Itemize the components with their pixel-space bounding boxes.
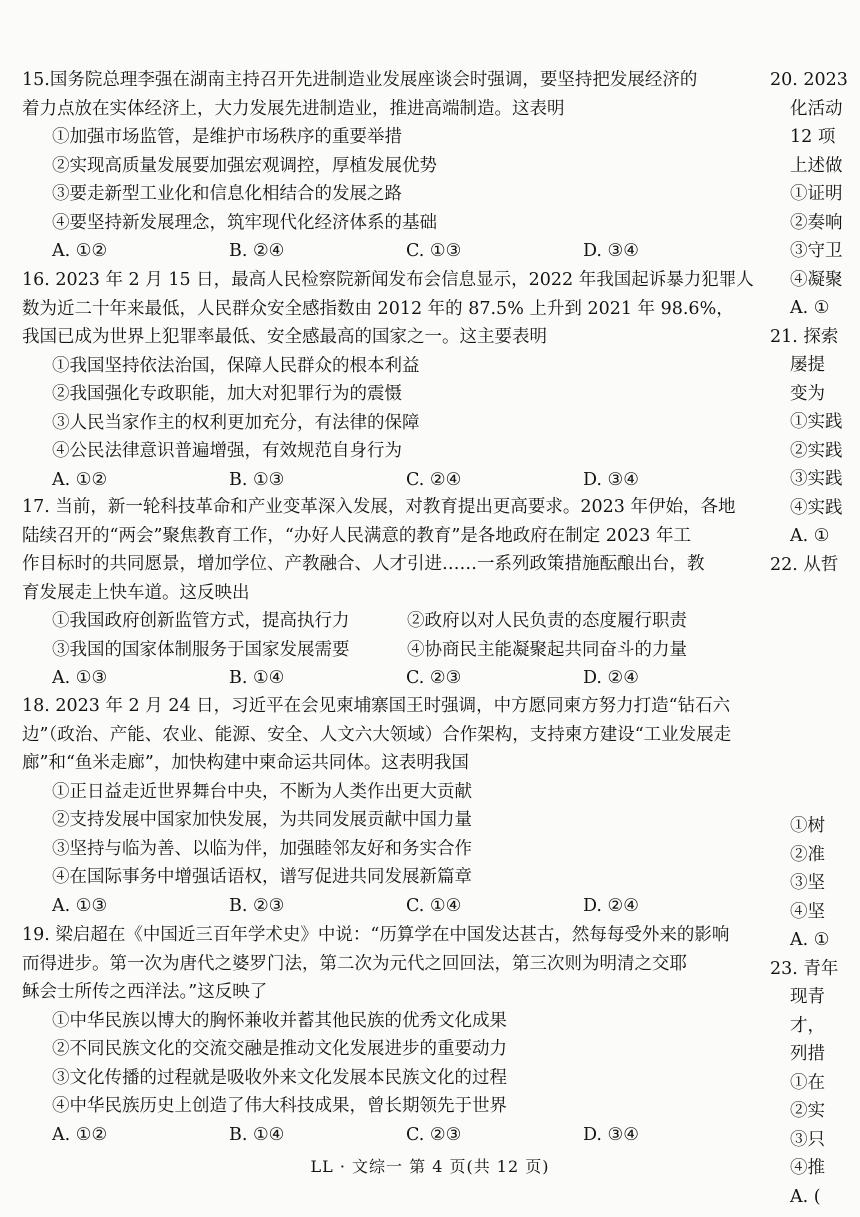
choice-d: D. ③④ [583, 241, 639, 261]
choice-a: A. ①③ [52, 895, 108, 916]
option-2: ②政府以对人民负责的态度履行职责 [407, 611, 687, 631]
choice-b: B. ②④ [229, 241, 285, 261]
option-2: ②不同民族文化的交流交融是推动文化发展进步的重要动力 [52, 1039, 507, 1059]
option-4: ④要坚持新发展理念，筑牢现代化经济体系的基础 [52, 212, 437, 233]
choice-b: B. ②③ [229, 895, 285, 916]
option-1: ①加强市场监管，是维护市场秩序的重要举措 [52, 127, 402, 147]
choice-a: A. ①② [52, 469, 108, 490]
option-1: ①正日益走近世界舞台中央，不断为人类作出更大贡献 [52, 781, 472, 802]
option-4: ④中华民族历史上创造了伟大科技成果，曾长期领先于世界 [52, 1096, 507, 1116]
answer-choices [22, 1121, 762, 1150]
choice-d: D. ③④ [583, 469, 639, 490]
page-footer: LL · 文综一 第 4 页(共 12 页) [310, 1157, 550, 1176]
question-stem: 18. 2023 年 2 月 24 日，习近平在会见柬埔寨国王时强调，中方愿同柬方努力打造“钻石六 [22, 696, 731, 716]
option-2: ②实现高质量发展要加强宏观调控，厚植发展优势 [52, 155, 437, 176]
option-1: ①我国政府创新监管方式，提高执行力 [52, 611, 350, 631]
answer-choices [22, 892, 762, 921]
question-stem: 17. 当前，新一轮科技革命和产业变革深入发展，对教育提出更高要求。2023 年伊始，各地 [22, 497, 736, 517]
question-stem: 19. 梁启超在《中国近三百年学术史》中说：“历算学在中国发达甚古，然每每受外来的影响 [22, 925, 730, 945]
question-16: 16. 2023 年 2 月 15 日，最高人民检察院新闻发布会信息显示，2022 年我国起诉暴力犯罪人 数为近二十年来最低，人民群众安全感指数由 2012 年的 87.5% 上升到 2021 年 98.6%， 我国已成为世界上犯罪率最低、安全感最高的国家之一。这主要表明 ①我国坚持依法治国，保障人民群众的根本利益 ②我国强化专政职能，加大对犯罪行为的震慑 ③人民当家作主的权利更加充分，有法律的保障 ④公民法律意识普遍增强，有效规范自身行为 A. ①② B. ①③ C. ②④ D. ③④ [22, 266, 762, 494]
choice-d: D. ③④ [583, 1124, 639, 1145]
choice-a: A. ①② [52, 1124, 108, 1145]
question-stem: 16. 2023 年 2 月 15 日，最高人民检察院新闻发布会信息显示，2022 年我国起诉暴力犯罪人 [22, 270, 754, 290]
choice-c: C. ①④ [406, 895, 462, 916]
question-18: 18. 2023 年 2 月 24 日，习近平在会见柬埔寨国王时强调，中方愿同柬方努力打造“钻石六 边”（政治、产能、农业、能源、安全、人文六大领域）合作架构，支持柬方建设“工业发展走 廊”和“鱼米走廊”，加快构建中柬命运共同体。这表明我国 ①正日益走近世界舞台中央，不断为人类作出更大贡献 ②支持发展中国家加快发展，为共同发展贡献中国力量 ③坚持与临为善、以临为伴，加强睦邻友好和务实合作 ④在国际事务中增强话语权，谱写促进共同发展新篇章 A. ①③ B. ②③ C. ①④ D. ②④ [22, 692, 762, 920]
option-1: ①中华民族以博大的胸怀兼收并蓄其他民族的优秀文化成果 [52, 1010, 507, 1031]
option-2: ②我国强化专政职能，加大对犯罪行为的震慑 [52, 384, 402, 404]
option-4: ④协商民主能凝聚起共同奋斗的力量 [407, 639, 687, 660]
choice-c: C. ②③ [406, 668, 462, 688]
option-2: ②支持发展中国家加快发展，为共同发展贡献中国力量 [52, 810, 472, 830]
choice-c: C. ①③ [406, 241, 462, 261]
question-17: 17. 当前，新一轮科技革命和产业变革深入发展，对教育提出更高要求。2023 年伊始，各地 陆续召开的“两会”聚焦教育工作，“办好人民满意的教育”是各地政府在制定 2023 年工 作目标时的共同愿景，增加学位、产教融合、人才引进……一系列政策措施酝酿出台，教 育发展走上快车道。这反映出 ①我国政府创新监管方式，提高执行力 ②政府以对人民负责的态度履行职责 ③我国的国家体制服务于国家发展需要 ④协商民主能凝聚起共同奋斗的力量 A. ①③ B. ①④ C. ②③ D. ②④ [22, 493, 762, 693]
choice-b: B. ①④ [229, 1124, 285, 1145]
question-15: 15.国务院总理李强在湖南主持召开先进制造业发展座谈会时强调，要坚持把发展经济的 着力点放在实体经济上，大力发展先进制造业，推进高端制造。这表明 ①加强市场监管，是维护市场秩序的重要举措 ②实现高质量发展要加强宏观调控，厚植发展优势 ③要走新型工业化和信息化相结合的发展之路 ④要坚持新发展理念，筑牢现代化经济体系的基础 A. ①② B. ②④ C. ①③ D. ③④ [22, 66, 762, 266]
answer-choices [22, 664, 762, 693]
answer-choices [22, 466, 762, 495]
option-3: ③人民当家作主的权利更加充分，有法律的保障 [52, 412, 420, 433]
choice-c: C. ②④ [406, 469, 462, 490]
answer-choices [22, 237, 762, 266]
option-4: ④在国际事务中增强话语权，谱写促进共同发展新篇章 [52, 867, 472, 887]
right-column-fragment: 20. 2023 化活动 12 项 上述做 ①证明 ②奏响 ③守卫 ④凝聚 A. ① 21. 探索 屡提 变为 ①实践 ②实践 ③实践 ④实践 A. ① 22. 从哲 [770, 70, 848, 575]
option-3: ③文化传播的过程就是吸收外来文化发展本民族文化的过程 [52, 1067, 507, 1088]
right-column-fragment-lower: ①树 ②准 ③坚 ④坚 A. ① 23. 青年 现青 才， 列措 ①在 ②实 ③只 ④推 A. ( [770, 816, 839, 1207]
choice-b: B. ①③ [229, 469, 285, 490]
option-3: ③我国的国家体制服务于国家发展需要 [52, 639, 350, 660]
choice-c: C. ②③ [406, 1124, 462, 1145]
choice-d: D. ②④ [583, 895, 639, 916]
option-3: ③要走新型工业化和信息化相结合的发展之路 [52, 184, 402, 204]
choice-a: A. ①③ [52, 668, 108, 688]
option-1: ①我国坚持依法治国，保障人民群众的根本利益 [52, 355, 420, 376]
question-stem: 15.国务院总理李强在湖南主持召开先进制造业发展座谈会时强调，要坚持把发展经济的 [22, 70, 698, 90]
choice-b: B. ①④ [229, 668, 285, 688]
choice-a: A. ①② [52, 241, 108, 261]
question-19: 19. 梁启超在《中国近三百年学术史》中说：“历算学在中国发达甚古，然每每受外来的影响 而得进步。第一次为唐代之婆罗门法，第二次为元代之回回法，第三次则为明清之交耶 稣会士所传之西洋法。”这反映了 ①中华民族以博大的胸怀兼收并蓄其他民族的优秀文化成果 ②不同民族文化的交流交融是推动文化发展进步的重要动力 ③文化传播的过程就是吸收外来文化发展本民族文化的过程 ④中华民族历史上创造了伟大科技成果，曾长期领先于世界 A. ①② B. ①④ C. ②③ D. ③④ [22, 921, 762, 1149]
choice-d: D. ②④ [583, 668, 639, 688]
option-4: ④公民法律意识普遍增强，有效规范自身行为 [52, 441, 402, 461]
option-3: ③坚持与临为善、以临为伴，加强睦邻友好和务实合作 [52, 838, 472, 859]
